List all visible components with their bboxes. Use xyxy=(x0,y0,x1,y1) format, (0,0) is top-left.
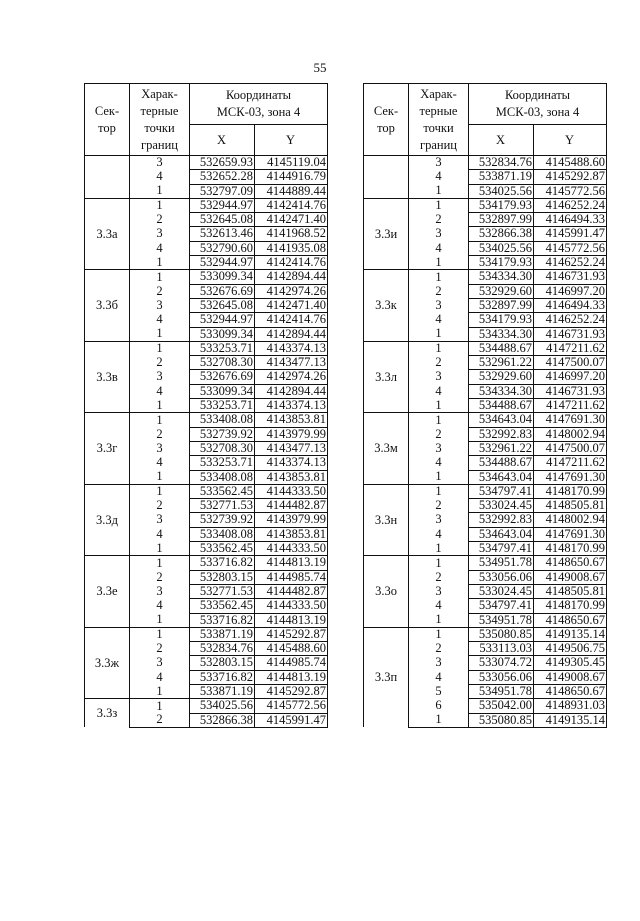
x-coordinate-cell: 533408.08 xyxy=(190,413,255,427)
header-row xyxy=(364,84,607,125)
x-coordinate-cell: 533871.19 xyxy=(469,170,534,184)
y-coordinate-cell: 4147211.62 xyxy=(534,456,607,470)
y-coordinate-cell: 4144916.79 xyxy=(255,170,328,184)
point-number-cell: 1 xyxy=(130,699,190,713)
x-coordinate-cell: 534179.93 xyxy=(469,256,534,270)
x-coordinate-cell: 534025.56 xyxy=(469,184,534,198)
point-number-cell: 3 xyxy=(409,656,469,670)
point-number-cell: 3 xyxy=(409,298,469,312)
point-number-cell: 3 xyxy=(409,513,469,527)
coordinates-table-right xyxy=(363,83,607,728)
x-coordinate-cell: 533113.03 xyxy=(469,642,534,656)
x-coordinate-cell: 532944.97 xyxy=(190,198,255,212)
point-number-cell: 1 xyxy=(409,399,469,413)
sector-cell: 3.3и xyxy=(364,198,409,269)
y-coordinate-cell: 4141935.08 xyxy=(255,241,328,255)
y-coordinate-cell: 4145292.87 xyxy=(534,170,607,184)
page-number: 55 xyxy=(313,60,327,75)
x-coordinate-cell: 533024.45 xyxy=(469,584,534,598)
x-coordinate-cell: 534179.93 xyxy=(469,313,534,327)
table-row xyxy=(364,156,607,170)
point-number-cell: 3 xyxy=(130,441,190,455)
table-row xyxy=(85,556,328,570)
x-coordinate-cell: 532708.30 xyxy=(190,441,255,455)
point-number-cell: 1 xyxy=(130,484,190,498)
y-coordinate-cell: 4148170.99 xyxy=(534,542,607,556)
header-x: X xyxy=(190,125,255,156)
x-coordinate-cell: 532834.76 xyxy=(469,156,534,170)
sector-cell: 3.3г xyxy=(85,413,130,484)
point-number-cell: 1 xyxy=(409,556,469,570)
y-coordinate-cell: 4148650.67 xyxy=(534,613,607,627)
y-coordinate-cell: 4146731.93 xyxy=(534,270,607,284)
table-row xyxy=(364,556,607,570)
sector-cell: 3.3п xyxy=(364,627,409,727)
x-coordinate-cell: 532961.22 xyxy=(469,441,534,455)
y-coordinate-cell: 4142974.26 xyxy=(255,370,328,384)
y-coordinate-cell: 4146731.93 xyxy=(534,327,607,341)
point-number-cell: 4 xyxy=(130,170,190,184)
point-number-cell: 4 xyxy=(409,384,469,398)
x-coordinate-cell: 533099.34 xyxy=(190,327,255,341)
x-coordinate-cell: 534179.93 xyxy=(469,198,534,212)
y-coordinate-cell: 4145772.56 xyxy=(534,241,607,255)
point-number-cell: 3 xyxy=(130,156,190,170)
point-number-cell: 3 xyxy=(409,227,469,241)
point-number-cell: 2 xyxy=(409,284,469,298)
point-number-cell: 1 xyxy=(409,256,469,270)
point-number-cell: 1 xyxy=(409,184,469,198)
x-coordinate-cell: 533056.06 xyxy=(469,570,534,584)
point-number-cell: 3 xyxy=(130,298,190,312)
y-coordinate-cell: 4144333.50 xyxy=(255,484,328,498)
y-coordinate-cell: 4148170.99 xyxy=(534,599,607,613)
table-row xyxy=(364,484,607,498)
point-number-cell: 4 xyxy=(409,313,469,327)
point-number-cell: 4 xyxy=(409,527,469,541)
x-coordinate-cell: 533871.19 xyxy=(190,627,255,641)
header-coordinates: Координаты МСК-03, зона 4 xyxy=(190,84,328,125)
table-row xyxy=(85,413,328,427)
x-coordinate-cell: 532929.60 xyxy=(469,284,534,298)
header-row xyxy=(85,84,328,125)
header-boundary-points: Харак- терные точки границ xyxy=(409,84,469,156)
y-coordinate-cell: 4145991.47 xyxy=(255,713,328,727)
point-number-cell: 3 xyxy=(409,584,469,598)
y-coordinate-cell: 4142414.76 xyxy=(255,256,328,270)
y-coordinate-cell: 4147691.30 xyxy=(534,413,607,427)
point-number-cell: 1 xyxy=(409,627,469,641)
point-number-cell: 1 xyxy=(130,413,190,427)
x-coordinate-cell: 534025.56 xyxy=(190,699,255,713)
point-number-cell: 4 xyxy=(409,241,469,255)
point-number-cell: 3 xyxy=(130,656,190,670)
x-coordinate-cell: 532944.97 xyxy=(190,256,255,270)
y-coordinate-cell: 4148505.81 xyxy=(534,499,607,513)
table-row xyxy=(85,699,328,713)
x-coordinate-cell: 534951.78 xyxy=(469,684,534,698)
sector-cell: 3.3ж xyxy=(85,627,130,698)
y-coordinate-cell: 4145772.56 xyxy=(534,184,607,198)
point-number-cell: 1 xyxy=(409,613,469,627)
point-number-cell: 3 xyxy=(130,584,190,598)
y-coordinate-cell: 4147500.07 xyxy=(534,356,607,370)
x-coordinate-cell: 534643.04 xyxy=(469,527,534,541)
point-number-cell: 1 xyxy=(409,484,469,498)
point-number-cell: 3 xyxy=(130,513,190,527)
y-coordinate-cell: 4143979.99 xyxy=(255,427,328,441)
x-coordinate-cell: 534334.30 xyxy=(469,270,534,284)
x-coordinate-cell: 532797.09 xyxy=(190,184,255,198)
sector-cell: 3.3а xyxy=(85,198,130,269)
table-row xyxy=(364,627,607,641)
y-coordinate-cell: 4143477.13 xyxy=(255,441,328,455)
y-coordinate-cell: 4145772.56 xyxy=(255,699,328,713)
sector-cell: 3.3д xyxy=(85,484,130,555)
point-number-cell: 2 xyxy=(409,570,469,584)
x-coordinate-cell: 534797.41 xyxy=(469,542,534,556)
y-coordinate-cell: 4147211.62 xyxy=(534,399,607,413)
y-coordinate-cell: 4142471.40 xyxy=(255,298,328,312)
y-coordinate-cell: 4148002.94 xyxy=(534,427,607,441)
y-coordinate-cell: 4147691.30 xyxy=(534,470,607,484)
point-number-cell: 5 xyxy=(409,684,469,698)
table-row xyxy=(364,270,607,284)
table-row xyxy=(85,341,328,355)
x-coordinate-cell: 533408.08 xyxy=(190,527,255,541)
table-row xyxy=(85,198,328,212)
point-number-cell: 4 xyxy=(409,599,469,613)
point-number-cell: 1 xyxy=(409,713,469,727)
point-number-cell: 2 xyxy=(409,356,469,370)
x-coordinate-cell: 535042.00 xyxy=(469,699,534,713)
x-coordinate-cell: 532992.83 xyxy=(469,427,534,441)
y-coordinate-cell: 4148650.67 xyxy=(534,684,607,698)
point-number-cell: 2 xyxy=(130,284,190,298)
x-coordinate-cell: 533253.71 xyxy=(190,341,255,355)
x-coordinate-cell: 532771.53 xyxy=(190,584,255,598)
x-coordinate-cell: 532866.38 xyxy=(469,227,534,241)
y-coordinate-cell: 4147691.30 xyxy=(534,527,607,541)
x-coordinate-cell: 532897.99 xyxy=(469,213,534,227)
x-coordinate-cell: 533099.34 xyxy=(190,270,255,284)
x-coordinate-cell: 532992.83 xyxy=(469,513,534,527)
x-coordinate-cell: 533716.82 xyxy=(190,556,255,570)
x-coordinate-cell: 532961.22 xyxy=(469,356,534,370)
y-coordinate-cell: 4142894.44 xyxy=(255,384,328,398)
point-number-cell: 3 xyxy=(130,370,190,384)
header-y: Y xyxy=(255,125,328,156)
y-coordinate-cell: 4144813.19 xyxy=(255,670,328,684)
header-sector: Сек- тор xyxy=(85,84,130,156)
y-coordinate-cell: 4142894.44 xyxy=(255,327,328,341)
y-coordinate-cell: 4148002.94 xyxy=(534,513,607,527)
x-coordinate-cell: 532803.15 xyxy=(190,656,255,670)
point-number-cell: 2 xyxy=(130,356,190,370)
y-coordinate-cell: 4143374.13 xyxy=(255,341,328,355)
x-coordinate-cell: 534643.04 xyxy=(469,470,534,484)
point-number-cell: 2 xyxy=(409,642,469,656)
point-number-cell: 1 xyxy=(130,470,190,484)
point-number-cell: 2 xyxy=(409,213,469,227)
point-number-cell: 4 xyxy=(409,670,469,684)
point-number-cell: 1 xyxy=(130,684,190,698)
point-number-cell: 1 xyxy=(130,556,190,570)
y-coordinate-cell: 4149008.67 xyxy=(534,570,607,584)
table-row xyxy=(85,627,328,641)
point-number-cell: 2 xyxy=(130,713,190,727)
x-coordinate-cell: 533716.82 xyxy=(190,613,255,627)
y-coordinate-cell: 4144813.19 xyxy=(255,556,328,570)
point-number-cell: 4 xyxy=(130,456,190,470)
header-y: Y xyxy=(534,125,607,156)
point-number-cell: 1 xyxy=(409,341,469,355)
sector-cell: 3.3о xyxy=(364,556,409,627)
y-coordinate-cell: 4146494.33 xyxy=(534,298,607,312)
sector-cell: 3.3н xyxy=(364,484,409,555)
x-coordinate-cell: 533716.82 xyxy=(190,670,255,684)
point-number-cell: 2 xyxy=(130,642,190,656)
table-row xyxy=(364,413,607,427)
y-coordinate-cell: 4145488.60 xyxy=(255,642,328,656)
x-coordinate-cell: 534951.78 xyxy=(469,556,534,570)
x-coordinate-cell: 532645.08 xyxy=(190,298,255,312)
y-coordinate-cell: 4147211.62 xyxy=(534,341,607,355)
y-coordinate-cell: 4143853.81 xyxy=(255,470,328,484)
y-coordinate-cell: 4144333.50 xyxy=(255,599,328,613)
header-x: X xyxy=(469,125,534,156)
sector-cell: 3.3б xyxy=(85,270,130,341)
x-coordinate-cell: 532659.93 xyxy=(190,156,255,170)
y-coordinate-cell: 4144985.74 xyxy=(255,570,328,584)
point-number-cell: 1 xyxy=(409,470,469,484)
x-coordinate-cell: 533024.45 xyxy=(469,499,534,513)
x-coordinate-cell: 532771.53 xyxy=(190,499,255,513)
sector-cell: 3.3е xyxy=(85,556,130,627)
y-coordinate-cell: 4144985.74 xyxy=(255,656,328,670)
y-coordinate-cell: 4149506.75 xyxy=(534,642,607,656)
x-coordinate-cell: 533871.19 xyxy=(190,684,255,698)
y-coordinate-cell: 4149135.14 xyxy=(534,713,607,727)
header-boundary-points: Харак- терные точки границ xyxy=(130,84,190,156)
x-coordinate-cell: 532652.28 xyxy=(190,170,255,184)
x-coordinate-cell: 532929.60 xyxy=(469,370,534,384)
table-row xyxy=(364,198,607,212)
point-number-cell: 4 xyxy=(130,384,190,398)
y-coordinate-cell: 4142414.76 xyxy=(255,313,328,327)
x-coordinate-cell: 533253.71 xyxy=(190,456,255,470)
y-coordinate-cell: 4144482.87 xyxy=(255,584,328,598)
y-coordinate-cell: 4146997.20 xyxy=(534,284,607,298)
point-number-cell: 1 xyxy=(130,256,190,270)
sector-cell: 3.3з xyxy=(85,699,130,728)
y-coordinate-cell: 4142974.26 xyxy=(255,284,328,298)
y-coordinate-cell: 4146731.93 xyxy=(534,384,607,398)
point-number-cell: 2 xyxy=(130,427,190,441)
x-coordinate-cell: 533099.34 xyxy=(190,384,255,398)
point-number-cell: 4 xyxy=(409,170,469,184)
x-coordinate-cell: 534797.41 xyxy=(469,599,534,613)
x-coordinate-cell: 532676.69 xyxy=(190,370,255,384)
point-number-cell: 2 xyxy=(130,570,190,584)
y-coordinate-cell: 4143374.13 xyxy=(255,456,328,470)
y-coordinate-cell: 4146252.24 xyxy=(534,313,607,327)
header-sector: Сек- тор xyxy=(364,84,409,156)
x-coordinate-cell: 534951.78 xyxy=(469,613,534,627)
y-coordinate-cell: 4142471.40 xyxy=(255,213,328,227)
x-coordinate-cell: 533562.45 xyxy=(190,484,255,498)
y-coordinate-cell: 4142894.44 xyxy=(255,270,328,284)
y-coordinate-cell: 4146997.20 xyxy=(534,370,607,384)
x-coordinate-cell: 533056.06 xyxy=(469,670,534,684)
point-number-cell: 4 xyxy=(409,456,469,470)
y-coordinate-cell: 4149008.67 xyxy=(534,670,607,684)
x-coordinate-cell: 532897.99 xyxy=(469,298,534,312)
x-coordinate-cell: 534488.67 xyxy=(469,399,534,413)
y-coordinate-cell: 4143979.99 xyxy=(255,513,328,527)
y-coordinate-cell: 4148505.81 xyxy=(534,584,607,598)
x-coordinate-cell: 534334.30 xyxy=(469,384,534,398)
x-coordinate-cell: 534643.04 xyxy=(469,413,534,427)
point-number-cell: 1 xyxy=(130,270,190,284)
point-number-cell: 1 xyxy=(130,613,190,627)
point-number-cell: 3 xyxy=(409,441,469,455)
x-coordinate-cell: 534025.56 xyxy=(469,241,534,255)
y-coordinate-cell: 4148650.67 xyxy=(534,556,607,570)
table-row xyxy=(85,484,328,498)
x-coordinate-cell: 532803.15 xyxy=(190,570,255,584)
x-coordinate-cell: 534488.67 xyxy=(469,341,534,355)
x-coordinate-cell: 533408.08 xyxy=(190,470,255,484)
sector-cell: 3.3л xyxy=(364,341,409,412)
x-coordinate-cell: 535080.85 xyxy=(469,627,534,641)
x-coordinate-cell: 532790.60 xyxy=(190,241,255,255)
y-coordinate-cell: 4147500.07 xyxy=(534,441,607,455)
point-number-cell: 2 xyxy=(130,213,190,227)
point-number-cell: 4 xyxy=(130,527,190,541)
x-coordinate-cell: 532834.76 xyxy=(190,642,255,656)
y-coordinate-cell: 4142414.76 xyxy=(255,198,328,212)
point-number-cell: 1 xyxy=(409,270,469,284)
y-coordinate-cell: 4143477.13 xyxy=(255,356,328,370)
point-number-cell: 1 xyxy=(409,413,469,427)
point-number-cell: 1 xyxy=(409,542,469,556)
y-coordinate-cell: 4144889.44 xyxy=(255,184,328,198)
point-number-cell: 3 xyxy=(409,156,469,170)
y-coordinate-cell: 4143853.81 xyxy=(255,413,328,427)
y-coordinate-cell: 4146494.33 xyxy=(534,213,607,227)
point-number-cell: 3 xyxy=(409,370,469,384)
point-number-cell: 1 xyxy=(130,542,190,556)
point-number-cell: 1 xyxy=(409,198,469,212)
y-coordinate-cell: 4144482.87 xyxy=(255,499,328,513)
x-coordinate-cell: 533074.72 xyxy=(469,656,534,670)
table-row xyxy=(85,270,328,284)
x-coordinate-cell: 535080.85 xyxy=(469,713,534,727)
sector-cell: 3.3в xyxy=(85,341,130,412)
point-number-cell: 1 xyxy=(130,198,190,212)
y-coordinate-cell: 4145488.60 xyxy=(534,156,607,170)
sector-cell xyxy=(85,156,130,199)
x-coordinate-cell: 532739.92 xyxy=(190,427,255,441)
point-number-cell: 4 xyxy=(130,241,190,255)
point-number-cell: 1 xyxy=(409,327,469,341)
x-coordinate-cell: 533562.45 xyxy=(190,542,255,556)
point-number-cell: 2 xyxy=(130,499,190,513)
point-number-cell: 2 xyxy=(409,499,469,513)
y-coordinate-cell: 4141968.52 xyxy=(255,227,328,241)
x-coordinate-cell: 534488.67 xyxy=(469,456,534,470)
y-coordinate-cell: 4144333.50 xyxy=(255,542,328,556)
sector-cell: 3.3м xyxy=(364,413,409,484)
y-coordinate-cell: 4146252.24 xyxy=(534,256,607,270)
sector-cell xyxy=(364,156,409,199)
point-number-cell: 1 xyxy=(130,399,190,413)
x-coordinate-cell: 532676.69 xyxy=(190,284,255,298)
x-coordinate-cell: 532739.92 xyxy=(190,513,255,527)
y-coordinate-cell: 4145292.87 xyxy=(255,627,328,641)
y-coordinate-cell: 4149135.14 xyxy=(534,627,607,641)
y-coordinate-cell: 4144813.19 xyxy=(255,613,328,627)
x-coordinate-cell: 532944.97 xyxy=(190,313,255,327)
point-number-cell: 3 xyxy=(130,227,190,241)
y-coordinate-cell: 4143374.13 xyxy=(255,399,328,413)
y-coordinate-cell: 4148931.03 xyxy=(534,699,607,713)
x-coordinate-cell: 532645.08 xyxy=(190,213,255,227)
x-coordinate-cell: 532613.46 xyxy=(190,227,255,241)
header-coordinates: Координаты МСК-03, зона 4 xyxy=(469,84,607,125)
point-number-cell: 1 xyxy=(130,627,190,641)
x-coordinate-cell: 534334.30 xyxy=(469,327,534,341)
y-coordinate-cell: 4149305.45 xyxy=(534,656,607,670)
x-coordinate-cell: 532866.38 xyxy=(190,713,255,727)
point-number-cell: 2 xyxy=(409,427,469,441)
y-coordinate-cell: 4145292.87 xyxy=(255,684,328,698)
sector-cell: 3.3к xyxy=(364,270,409,341)
point-number-cell: 6 xyxy=(409,699,469,713)
point-number-cell: 1 xyxy=(130,341,190,355)
point-number-cell: 1 xyxy=(130,327,190,341)
table-row xyxy=(364,341,607,355)
x-coordinate-cell: 532708.30 xyxy=(190,356,255,370)
y-coordinate-cell: 4145119.04 xyxy=(255,156,328,170)
y-coordinate-cell: 4145991.47 xyxy=(534,227,607,241)
x-coordinate-cell: 534797.41 xyxy=(469,484,534,498)
y-coordinate-cell: 4146252.24 xyxy=(534,198,607,212)
y-coordinate-cell: 4143853.81 xyxy=(255,527,328,541)
x-coordinate-cell: 533253.71 xyxy=(190,399,255,413)
point-number-cell: 4 xyxy=(130,313,190,327)
table-row xyxy=(85,156,328,170)
x-coordinate-cell: 533562.45 xyxy=(190,599,255,613)
y-coordinate-cell: 4148170.99 xyxy=(534,484,607,498)
coordinates-table-left xyxy=(84,83,328,728)
point-number-cell: 1 xyxy=(130,184,190,198)
point-number-cell: 4 xyxy=(130,599,190,613)
point-number-cell: 4 xyxy=(130,670,190,684)
